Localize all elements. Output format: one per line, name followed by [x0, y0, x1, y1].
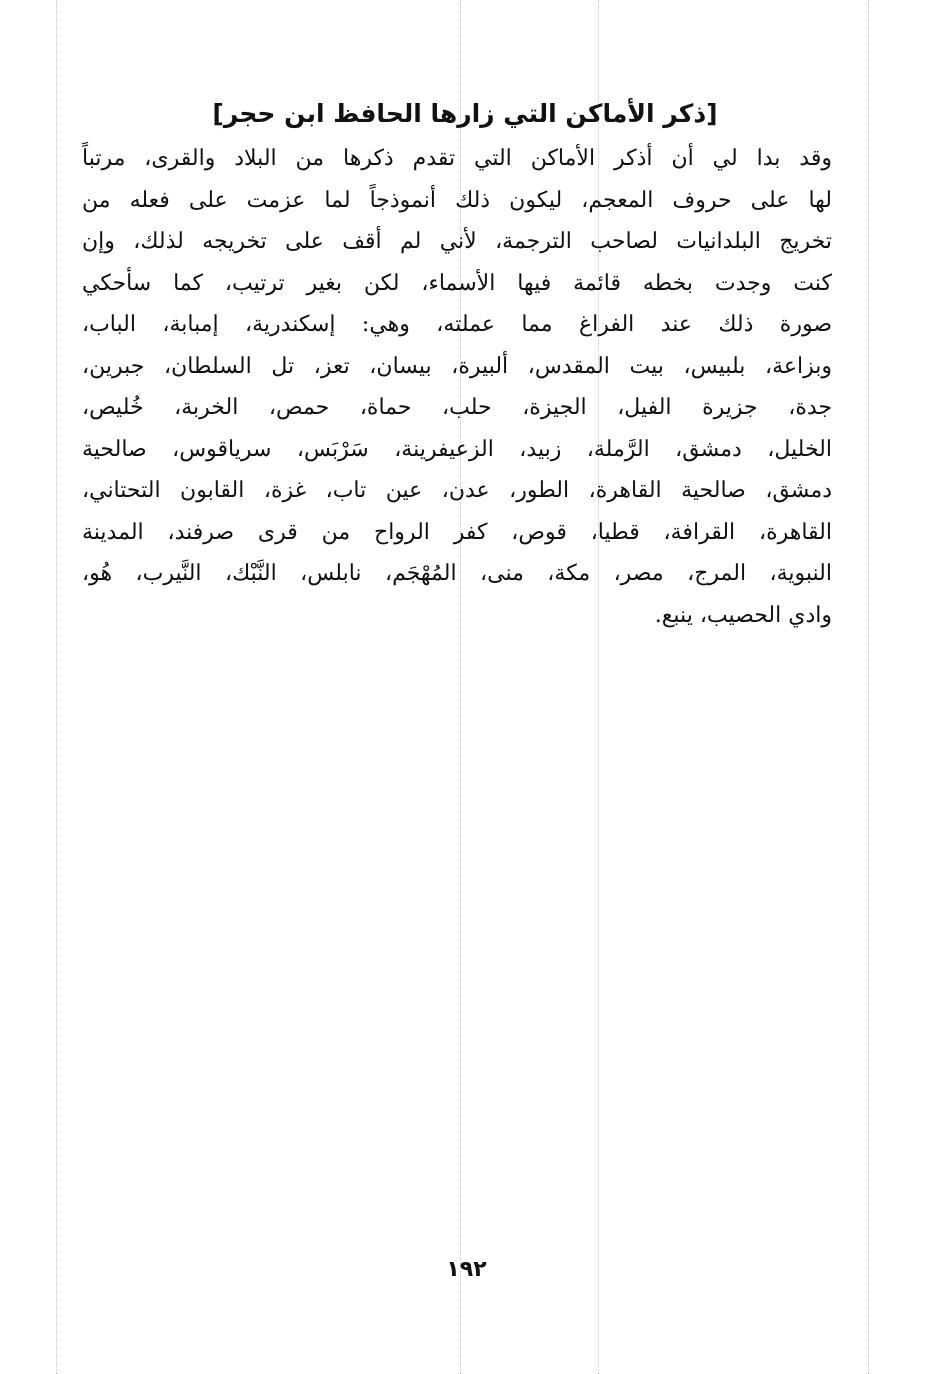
- text-line: كنت وجدت بخطه قائمة فيها الأسماء، لكن بغير ترتيب، كما سأحكي: [82, 270, 832, 296]
- text-line: وقد بدا لي أن أذكر الأماكن التي تقدم ذكرها من البلاد والقرى، مرتباً: [82, 146, 832, 171]
- scan-guide-line: [868, 0, 869, 1374]
- text-line: النبوية، المرج، مصر، مكة، منى، المُهْجَم، نابلس، النَّبْك، النَّيرب، هُو،: [82, 561, 832, 586]
- text-line: وادي الحصيب، ينبع.: [654, 602, 832, 628]
- text-line: وبزاعة، بلبيس، بيت المقدس، ألبيرة، بيسان، تعز، تل السلطان، جبرين،: [82, 353, 832, 379]
- text-line: دمشق، صالحية القاهرة، الطور، عدن، عين تاب، غزة، القابون التحتاني،: [82, 478, 832, 503]
- text-line: جدة، جزيرة الفيل، الجيزة، حلب، حماة، حمص، الخربة، خُليص،: [82, 395, 832, 420]
- text-line: لها على حروف المعجم، ليكون ذلك أنموذجاً لما عزمت على فعله من: [82, 187, 832, 213]
- text-line: القاهرة، القرافة، قطيا، قوص، كفر الرواح من قرى صرفند، المدينة: [82, 519, 832, 545]
- body-paragraph: [82, 138, 832, 636]
- page-number: ١٩٢: [446, 1257, 487, 1282]
- scan-guide-line: [56, 0, 57, 1374]
- text-line: الخليل، دمشق، الرَّملة، زبيد، الزعيفرينة، سَرْبَس، سرياقوس، صالحية: [82, 436, 832, 462]
- text-line: تخريج البلدانيات لصاحب الترجمة، لأني لم أقف على تخريجه لذلك، وإن: [82, 229, 832, 254]
- section-title: [ذكر الأماكن التي زارها الحافظ ابن حجر]: [212, 99, 718, 128]
- text-line: صورة ذلك عند الفراغ مما عملته، وهي: إسكندرية، إمبابة، الباب،: [82, 312, 832, 337]
